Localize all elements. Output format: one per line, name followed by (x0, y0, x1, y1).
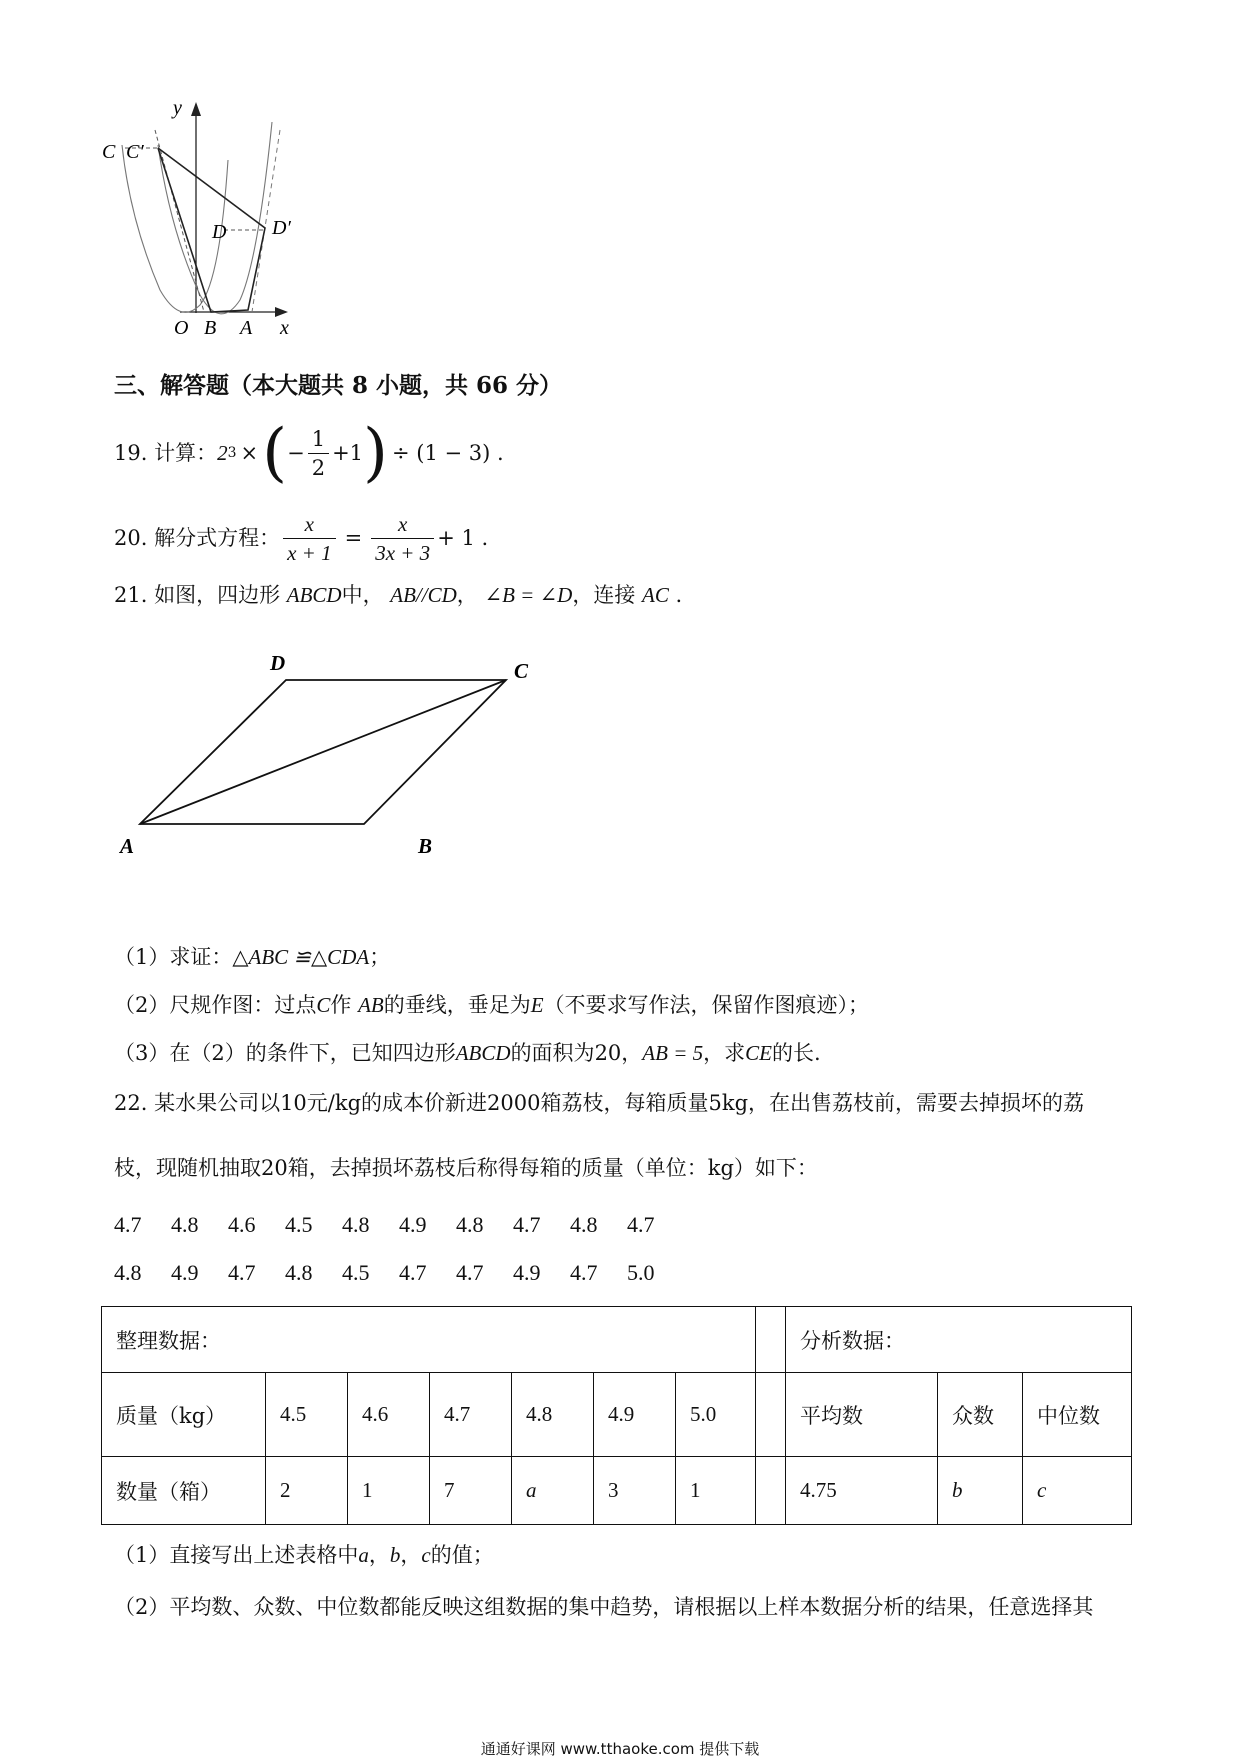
q20-rhs-fraction (371, 510, 434, 567)
count-label: 数量（箱） (102, 1457, 266, 1525)
q21-p3-mid3: ，求 (703, 1041, 746, 1065)
organize-title: 整理数据： (102, 1307, 756, 1373)
q21-p1-prefix: （1）求证： (114, 945, 233, 969)
parabola-figure (100, 100, 310, 340)
data-value: 4.7 (228, 1260, 256, 1285)
count-value: 3 (594, 1457, 676, 1525)
data-value: 4.6 (228, 1212, 256, 1237)
q21-p2-e: E (530, 993, 544, 1017)
stat-value-median: c (1023, 1457, 1132, 1525)
q21-cond-parallel: AB//CD (390, 583, 457, 607)
mass-value: 4.7 (430, 1373, 512, 1457)
label-D: D (212, 221, 227, 243)
q21-stem-a: 21. 如图，四边形 (114, 583, 281, 607)
page-footer: 通通好课网 www.tthaoke.com 提供下载 (480, 1740, 760, 1758)
q20-prefix: 20. 解分式方程： (114, 526, 281, 550)
data-value: 4.8 (342, 1212, 370, 1237)
table-gap (756, 1307, 786, 1373)
data-value: 4.7 (399, 1260, 427, 1285)
q19-left-paren: ( (262, 416, 288, 490)
q22-part-1 (114, 1540, 494, 1570)
parabola-right (158, 122, 272, 314)
q20-lhs-num: x (283, 510, 336, 539)
q20-lhs-fraction (283, 510, 336, 567)
q21-part-2 (114, 990, 869, 1020)
q22-p1-suffix: 的值； (430, 1543, 494, 1567)
count-value: 1 (676, 1457, 756, 1525)
q21-p3-mid2: ， (621, 1041, 643, 1065)
data-value: 4.5 (285, 1212, 313, 1237)
analyze-title: 分析数据： (786, 1307, 1132, 1373)
question-21-stem (114, 580, 682, 610)
q19-minus: − (287, 441, 305, 465)
y-axis-arrow (191, 102, 201, 116)
data-value: 4.7 (456, 1260, 484, 1285)
q21-p3-prefix: （3）在（2）的条件下，已知四边形 (114, 1041, 456, 1065)
data-value: 4.8 (171, 1212, 199, 1237)
data-table (101, 1306, 1132, 1525)
q19-exponent: 3 (227, 445, 237, 461)
section-title: 三、解答题（本大题共 8 小题，共 66 分） (114, 372, 563, 399)
data-value: 4.9 (513, 1260, 541, 1285)
count-value: 2 (266, 1457, 348, 1525)
stat-header-mean: 平均数 (786, 1373, 938, 1457)
q21-p2-suffix: （不要求写作法，保留作图痕迹）； (543, 993, 870, 1017)
vertex-label-A: A (120, 834, 135, 858)
q22-p1-a: a (358, 1543, 369, 1567)
data-value: 4.8 (285, 1260, 313, 1285)
data-value: 5.0 (627, 1260, 655, 1285)
q21-p2-ab: AB (358, 993, 384, 1017)
parallelogram-figure (110, 640, 550, 870)
q21-p3-mid1: 的面积为 (510, 1041, 595, 1065)
stat-header-mode: 众数 (938, 1373, 1023, 1457)
q21-part-3 (114, 1038, 821, 1068)
q21-p2-mid1: 作 (330, 993, 352, 1017)
q20-rhs-num: x (371, 510, 434, 539)
q22-p1-b: b (389, 1543, 401, 1567)
x-axis-arrow (275, 307, 288, 317)
diagonal-ac (140, 680, 506, 824)
q21-p3-ce: CE (745, 1041, 772, 1065)
data-value: 4.7 (114, 1212, 142, 1237)
q22-line-2: 枝，现随机抽取20箱，去掉损坏荔枝后称得每箱的质量（单位：kg）如下： (114, 1156, 818, 1180)
q19-tail: ÷ (1 − 3) . (392, 441, 504, 465)
count-value: a (512, 1457, 594, 1525)
q21-p2-c: C (316, 993, 331, 1017)
data-value: 4.8 (570, 1212, 598, 1237)
q20-tail: + 1 . (437, 526, 489, 550)
q21-p3-suffix: 的长. (771, 1041, 821, 1065)
data-value: 4.7 (627, 1212, 655, 1237)
q20-rhs-den: 3x + 3 (375, 540, 431, 565)
q19-fraction (308, 425, 329, 482)
data-value: 4.5 (342, 1260, 370, 1285)
table-gap (756, 1373, 786, 1457)
q19-base: 2 (217, 441, 228, 465)
q21-p2-prefix: （2）尺规作图：过点 (114, 993, 317, 1017)
question-20 (114, 505, 488, 571)
q21-part-1 (114, 942, 390, 972)
q19-times: × (240, 441, 259, 465)
label-C-prime: C′ (126, 141, 144, 163)
data-value: 4.9 (399, 1212, 427, 1237)
mass-value: 4.6 (348, 1373, 430, 1457)
count-value: 7 (430, 1457, 512, 1525)
label-A: A (240, 317, 253, 339)
data-value: 4.8 (456, 1212, 484, 1237)
q22-p1-sep2: ， (400, 1543, 422, 1567)
mass-value: 5.0 (676, 1373, 756, 1457)
q21-stem-c: ，连接 (572, 583, 636, 607)
q21-p3-abcd: ABCD (455, 1041, 511, 1065)
q22-part-2: （2）平均数、众数、中位数都能反映这组数据的集中趋势，请根据以上样本数据分析的结果，任意选择其 (114, 1595, 1094, 1619)
count-value: 1 (348, 1457, 430, 1525)
q21-p3-ab-eq: AB = 5 (642, 1041, 704, 1065)
q21-p1-expr: △ABC ≌△CDA (232, 945, 370, 969)
stat-value-mode: b (938, 1457, 1023, 1525)
mass-value: 4.9 (594, 1373, 676, 1457)
q19-plus-one: +1 (332, 441, 364, 465)
q21-cond-angle: ∠B = ∠D (484, 583, 573, 607)
q21-stem-b: 中， (341, 583, 384, 607)
question-19 (114, 416, 504, 490)
label-C: C (102, 141, 116, 163)
stat-value-mean: 4.75 (786, 1457, 938, 1525)
vertex-label-C: C (514, 659, 529, 683)
q19-frac-den: 2 (311, 455, 326, 480)
q21-p1-suffix: ； (369, 945, 391, 969)
label-D-prime: D′ (272, 217, 291, 239)
q20-lhs-den: x + 1 (287, 540, 332, 565)
q22-p1-sep1: ， (368, 1543, 390, 1567)
q19-prefix: 19. 计算： (114, 441, 218, 465)
label-B: B (204, 317, 217, 339)
mass-value: 4.8 (512, 1373, 594, 1457)
q22-p1-prefix: （1）直接写出上述表格中 (114, 1543, 359, 1567)
q21-p2-mid2: 的垂线，垂足为 (383, 993, 531, 1017)
mass-label: 质量（kg） (102, 1373, 266, 1457)
q21-comma: ， (456, 583, 478, 607)
vertex-label-B: B (418, 834, 433, 858)
data-value: 4.7 (570, 1260, 598, 1285)
q21-abcd: ABCD (286, 583, 342, 607)
vertex-label-D: D (270, 651, 286, 675)
q21-ac: AC (642, 583, 669, 607)
q21-p3-area: 20 (594, 1041, 622, 1065)
data-value: 4.9 (171, 1260, 199, 1285)
mass-value: 4.5 (266, 1373, 348, 1457)
q20-equals: = (344, 526, 363, 550)
table-gap (756, 1457, 786, 1525)
label-O: O (174, 317, 189, 339)
q22-data-row-1 (114, 1210, 684, 1240)
q19-right-paren: ) (363, 416, 388, 490)
stat-header-median: 中位数 (1023, 1373, 1132, 1457)
q21-stem-d: . (668, 583, 683, 607)
data-value: 4.8 (114, 1260, 142, 1285)
label-x: x (280, 317, 289, 339)
q22-line-1: 22. 某水果公司以10元/kg的成本价新进2000箱荔枝，每箱质量5kg，在出售荔枝前，需要去掉损坏的荔 (114, 1091, 1085, 1115)
label-y: y (173, 100, 182, 119)
q22-data-row-2 (114, 1258, 684, 1288)
data-value: 4.7 (513, 1212, 541, 1237)
q22-p1-c: c (421, 1543, 431, 1567)
q19-frac-num: 1 (308, 425, 329, 454)
